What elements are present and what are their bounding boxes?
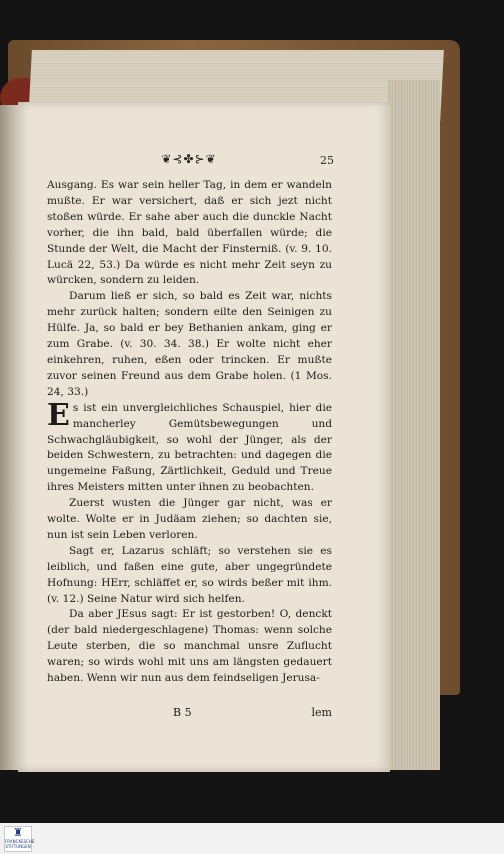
page-body <box>47 178 332 687</box>
page-left-edge <box>0 105 20 770</box>
paragraph-6: Da aber JEsus sagt: Er ist gestorben! O, denckt (der bald niedergeschlagene) Thomas: wenn solche Leute sterben, die so manchmal unsre Zuflucht waren; so wirds wohl mit uns am längsten gedauert haben. Wenn wir nun aus dem feindseligen Jerusa- <box>47 608 332 685</box>
paragraph-3-text: s ist ein unvergleichliches Schauspiel, hier die mancherley Gemütsbewegungen und Schwachgläubigkeit, so wohl der Jünger, als der beiden Schwestern, zu betrachten: und dagegen die ungemeine Faßung, Zärtlichkeit, Geduld und Treue ihres Meisters mitten unter ihnen zu beobachten. <box>47 401 332 494</box>
viewer-footer-bar <box>0 823 504 854</box>
paragraph-5: Sagt er, Lazarus schläft; so verstehen sie es leiblich, und faßen eine gute, aber ungegründete Hofnung: HErr, schläffet er, so wirds beßer mit ihm. (v. 12.) Seine Natur wird sich helfen. <box>47 544 332 605</box>
paragraph-4: Zuerst wusten die Jünger gar nicht, was er wolte. Wolte er in Judäam ziehen; so dachten sie, nun ist sein Leben verloren. <box>47 497 332 541</box>
page-fore-edge <box>388 80 440 770</box>
paragraph-3 <box>47 397 332 496</box>
logo-text: FRANCKESCHE STIFTUNGEN <box>5 839 35 849</box>
page-number: 25 <box>320 154 334 167</box>
drop-cap: E <box>47 397 70 433</box>
paragraph-1: Ausgang. Es war sein heller Tag, in dem er wandeln mußte. Er war versichert, daß er sich jezt nicht stoßen würde. Er sahe aber auch die dunckle Nacht vorher, die ihn bald, bald überfallen würde; die Stunde der Welt, die Macht der Finsterniß. (v. 9. 10. Lucä 22, 53.) Da würde es nicht mehr Zeit seyn zu würcken, sondern zu leiden. <box>47 179 332 287</box>
institution-logo[interactable] <box>4 826 35 852</box>
signature-mark: B 5 <box>173 706 192 719</box>
catchword: lem <box>311 706 332 719</box>
paragraph-2: Darum ließ er sich, so bald es Zeit war, nichts mehr zurück halten; sondern eilte den Seinigen zu Hülfe. Ja, so bald er bey Bethanien ankam, ging er zum Grabe. (v. 30. 34. 38.) Er wolte nicht eher einkehren, ruhen, eßen oder trincken. Er mußte zuvor seinen Freund aus dem Grabe holen. (1 Mos. 24, 33.) <box>47 290 332 398</box>
page-foot <box>47 706 332 724</box>
header-ornament: ❦⊰✤⊱❦ <box>161 152 217 166</box>
tower-icon: ♜ <box>13 826 23 839</box>
